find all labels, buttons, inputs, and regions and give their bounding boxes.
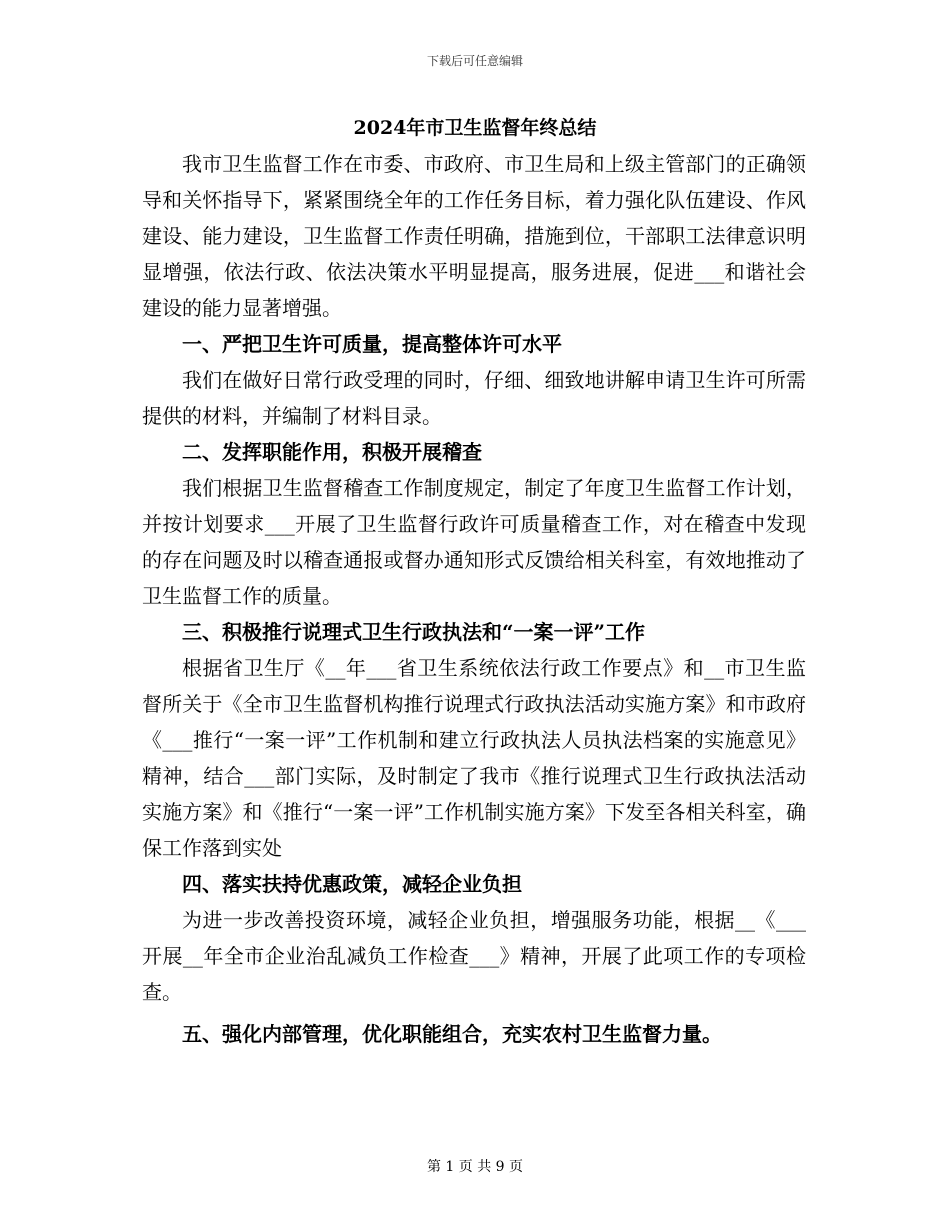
section-2-body: 我们根据卫生监督稽查工作制度规定，制定了年度卫生监督工作计划，并按计划要求___开展了卫生监督行政许可质量稽查工作，对在稽查中发现的存在问题及时以稽查通报或督办通知形式反馈给相关科室，有效地推动了卫生监督工作的质量。 <box>142 476 806 608</box>
section-4-body: 为进一步改善投资环境，减轻企业负担，增强服务功能，根据__《___开展__年全市企业治乱减负工作检查___》精神，开展了此项工作的专项检查。 <box>142 908 806 1004</box>
section-4-heading: 四、落实扶持优惠政策，减轻企业负担 <box>182 872 522 896</box>
page-header-note: 下载后可任意编辑 <box>426 54 523 68</box>
section-5-heading: 五、强化内部管理，优化职能组合，充实农村卫生监督力量。 <box>182 1022 722 1046</box>
section-1-heading: 一、严把卫生许可质量，提高整体许可水平 <box>182 332 562 356</box>
section-1-body: 我们在做好日常行政受理的同时，仔细、细致地讲解申请卫生许可所需提供的材料，并编制了材料目录。 <box>142 368 806 428</box>
document-title: 2024年市卫生监督年终总结 <box>353 117 597 139</box>
section-3-heading: 三、积极推行说理式卫生行政执法和“一案一评”工作 <box>182 620 646 644</box>
intro-paragraph: 我市卫生监督工作在市委、市政府、市卫生局和上级主管部门的正确领导和关怀指导下，紧紧围绕全年的工作任务目标，着力强化队伍建设、作风建设、能力建设，卫生监督工作责任明确，措施到位，干部职工法律意识明显增强，依法行政、依法决策水平明显提高，服务进展，促进___和谐社会建设的能力显著增强。 <box>142 152 806 320</box>
page-number-footer: 第 1 页 共 9 页 <box>426 1159 524 1175</box>
section-2-heading: 二、发挥职能作用，积极开展稽查 <box>182 440 482 464</box>
section-3-body: 根据省卫生厅《__年___省卫生系统依法行政工作要点》和__市卫生监督所关于《全市卫生监督机构推行说理式行政执法活动实施方案》和市政府《___推行“一案一评”工作机制和建立行政执法人员执法档案的实施意见》精神，结合___部门实际，及时制定了我市《推行说理式卫生行政执法活动实施方案》和《推行“一案一评”工作机制实施方案》下发至各相关科室，确保工作落到实处 <box>142 656 806 860</box>
document-body <box>142 146 806 1052</box>
